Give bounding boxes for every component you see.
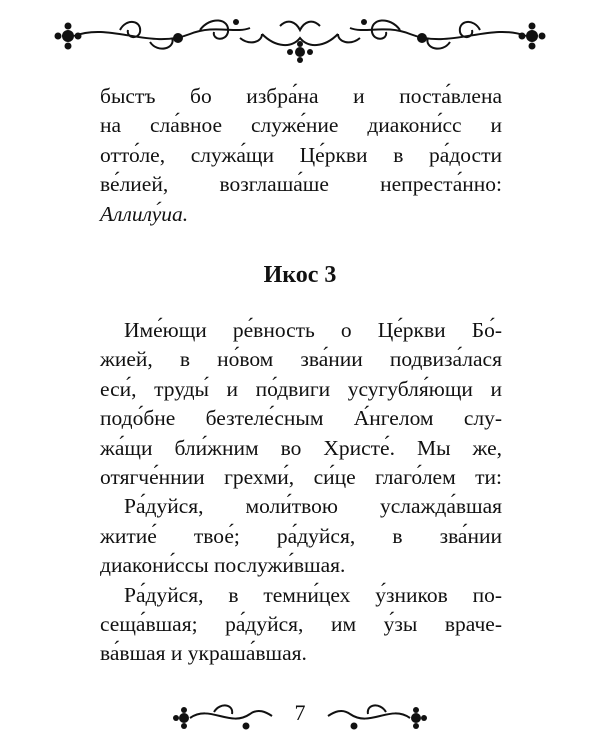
text-line: подо́бне безтеле́сным А́нгелом слу- xyxy=(100,406,502,431)
text-line: ве́лией, возглаша́ше непреста́нно: xyxy=(100,172,502,197)
text-line: житие́ твое́; ра́дуйся, в зва́нии xyxy=(100,523,502,548)
paragraph-ikos xyxy=(100,316,502,669)
text-line: ва́вшая и украша́вшая. xyxy=(100,641,307,666)
section-heading: Икос 3 xyxy=(263,262,337,288)
text-line: Ра́дуйся, моли́твою услажда́вшая xyxy=(124,494,502,519)
text-line: отто́ле, служа́щи Це́ркви в ра́дости xyxy=(100,142,502,167)
text-line: Ра́дуйся, в темни́цех у́зников по- xyxy=(124,582,502,607)
top-ornament-graphic xyxy=(0,8,600,66)
text-line: на сла́вное служе́ние диакони́сс и xyxy=(100,113,502,138)
text-line: еси́, труды́ и по́двиги усугубля́ющи и xyxy=(100,376,502,401)
text-line: жа́щи бли́жним во Христе́. Мы же, xyxy=(100,435,502,460)
text-line: отягче́ннии грехми́, си́це глаго́лем ти: xyxy=(100,464,502,489)
text-line: жией, в но́вом зва́нии подвиза́лася xyxy=(100,347,502,372)
text-line: быстъ бо избра́на и поста́влена xyxy=(100,84,502,108)
text-line: сеща́вшая; ра́дуйся, им у́зы враче- xyxy=(100,611,502,636)
text-line: Име́ющи ре́вность о Це́ркви Бо́- xyxy=(124,318,502,342)
paragraph-intro xyxy=(100,82,502,229)
page-number: 7 xyxy=(294,700,306,725)
top-ornament xyxy=(0,8,600,66)
text-line: диакони́ссы послужи́вшая. xyxy=(100,553,346,578)
text-line-alleluia: Аллилу́иа. xyxy=(100,201,189,226)
